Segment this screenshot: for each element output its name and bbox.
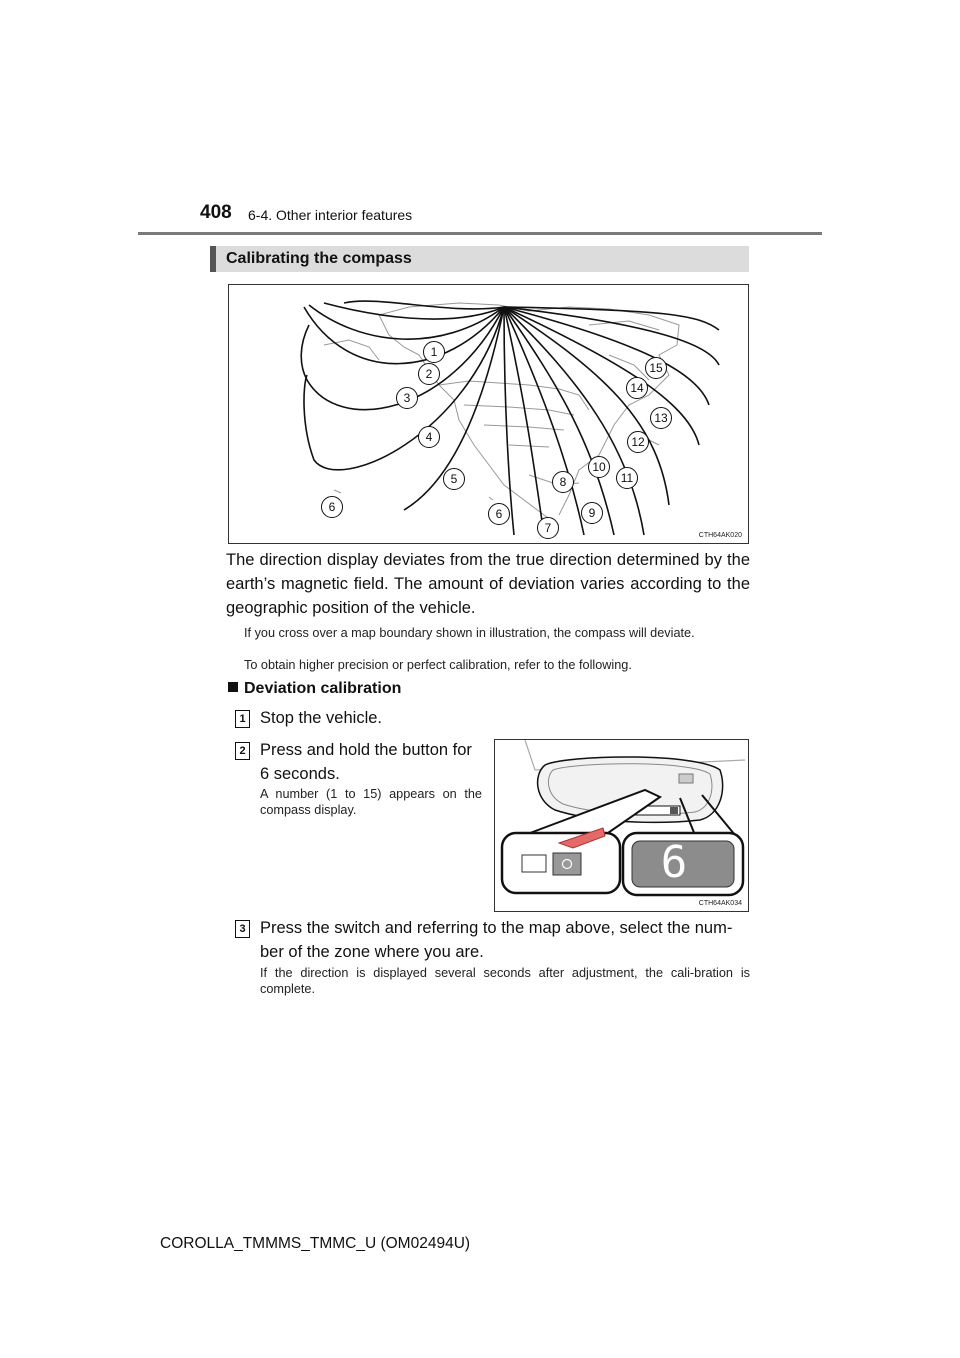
zone-label: 13: [650, 407, 672, 429]
footer-document-id: COROLLA_TMMMS_TMMC_U (OM02494U): [160, 1235, 471, 1252]
zone-label: 7: [537, 517, 559, 539]
section-title: 6-4. Other interior features: [248, 207, 413, 223]
header-rule: [138, 232, 822, 235]
subheading: [228, 680, 401, 698]
zone-label: 4: [418, 426, 440, 448]
square-bullet-icon: [228, 682, 238, 692]
zone-label: 14: [626, 377, 648, 399]
zone-label: 10: [588, 456, 610, 478]
section-heading: Calibrating the compass: [226, 250, 412, 267]
step-note: A number (1 to 15) appears on the compass display.: [260, 787, 482, 817]
zone-label: 1: [423, 341, 445, 363]
zone-label: 5: [443, 468, 465, 490]
subheading-text: Deviation calibration: [244, 680, 402, 697]
zone-label: 8: [552, 471, 574, 493]
zone-label: 6: [321, 496, 343, 518]
mirror-illustration: [494, 739, 749, 912]
step-text: Press and hold the button for 6 seconds.: [260, 741, 472, 783]
compass-display-digit: 6: [660, 837, 688, 888]
figure-code: CTH64AK020: [698, 532, 742, 539]
step-number-badge: 2: [235, 742, 250, 760]
zone-label: 15: [645, 357, 667, 379]
zone-label: 12: [627, 431, 649, 453]
page-number: 408: [200, 202, 232, 223]
note-text: If you cross over a map boundary shown in illustration, the compass will deviate.: [244, 626, 695, 640]
compass-zone-map: [228, 284, 749, 544]
note-text: To obtain higher precision or perfect calibration, refer to the following.: [244, 658, 632, 672]
step-text: Press the switch and referring to the map above, select the num-ber of the zone where you are.: [260, 919, 733, 961]
zone-label: 6: [488, 503, 510, 525]
step-text: Stop the vehicle.: [260, 709, 382, 727]
zone-label: 2: [418, 363, 440, 385]
figure-code: CTH64AK034: [698, 900, 742, 907]
section-heading-bar: [210, 246, 749, 272]
step-note: If the direction is displayed several seconds after adjustment, the cali-bration is complete.: [260, 966, 750, 996]
zone-label: 9: [581, 502, 603, 524]
zone-label: 3: [396, 387, 418, 409]
body-paragraph: The direction display deviates from the true direction determined by the earth’s magnetic field. The amount of deviation varies according to the geographic position of the vehicle.: [226, 551, 750, 617]
mirror-drawing: [495, 740, 749, 912]
step-number-badge: 3: [235, 920, 250, 938]
step-number-badge: 1: [235, 710, 250, 728]
zone-label: 11: [616, 467, 638, 489]
